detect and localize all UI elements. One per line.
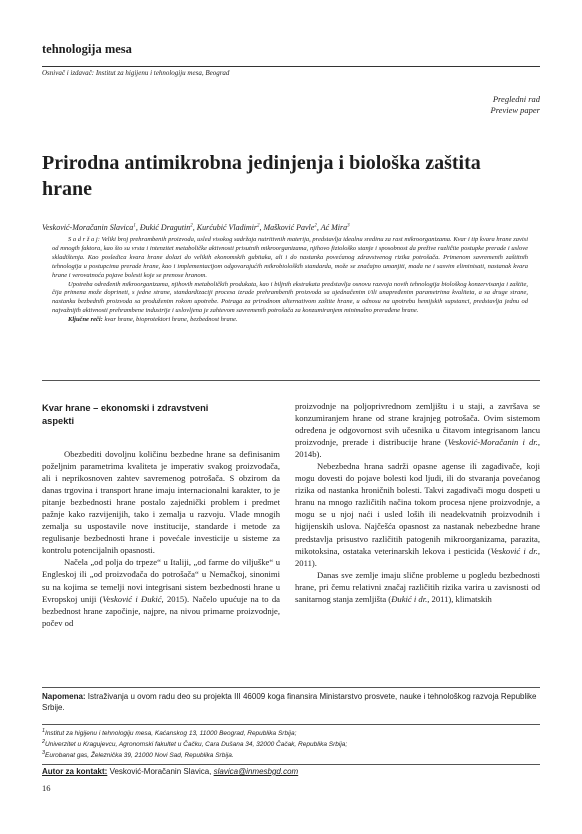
right-column (295, 400, 540, 605)
contact-label: Autor za kontakt: (42, 767, 108, 776)
paper-type-en: Preview paper (490, 105, 540, 115)
author-list: Vesković-Moračanin Slavica$^1$, Đukić Dragutin$^2$, Kurćubić Vladimir$^2$, Mašković Pavle$^2$, Ać Mira$^3$ (42, 223, 350, 232)
author-sup: 2 (190, 223, 193, 229)
citation: Đukić i dr. (391, 593, 428, 604)
affiliation: $^3$Eurobanat gas, Železnička 39, 21000 Novi Sad, Republika Srbija. (42, 750, 234, 760)
abstract-paragraph-2: Upotreba određenih mikroorganizama, njihovih metaboličkih produkata, kao i biljnih ekstrakata predstavlja osnovu razvoja novih tehnologija biološkog konzervisanja i zaštite, čija primena može doprineti, s jedne strane, standardizaciji procesa izrade prehrambenih proizvoda sa ujednačenim i/ili unapređenim parametrima kvaliteta, a sa druge strane, nastanku bezbednih proizvoda sa produženim rokom upotrebe. Potraga za prirodnom alternativom zaštite hrane, u odnosu na upotrebu hemijskih supstanci, predstavlja jednu od najvažnijih aktivnosti prehrambene industrije i uslovljena je zahtevom savremenih potrošača za konzumiranjem minimalno prerađene hrane. (52, 280, 528, 315)
affiliations-rule (42, 724, 540, 725)
paper-type-sr: Pregledni rad (492, 94, 540, 104)
contact-email-link[interactable]: slavica@inmesbgd.com (213, 767, 299, 776)
keywords-label: Ključne reči: (68, 316, 103, 324)
body-paragraph: proizvodnje na poljoprivrednom zemljištu i u staji, a završava se konzumiranjem hrane od strane krajnjeg potrošača. Ovim sistemom određena je odgovornost svih učesnika u čitavom integrisanom lancu proizvodnje, prerade i distribucije hrane (Vesković-Moračanin i dr., 2014b). (295, 401, 540, 460)
note-label: Napomena: (42, 692, 86, 701)
article-title: Prirodna antimikrobna jedinjenja i biološka zaštita hrane (42, 152, 481, 200)
left-column (42, 400, 280, 629)
contact-rule (42, 764, 540, 765)
author: Đukić Dragutin (139, 223, 191, 232)
affiliation: $^1$Institut za higijenu i tehnologiju mesa, Kaćanskog 13, 11000 Beograd, Republika Srbija; (42, 728, 297, 738)
citation: Vesković i dr. (490, 545, 538, 556)
author: Kurćubić Vladimir (196, 223, 257, 232)
author-sup: 2 (256, 223, 260, 229)
keywords: Ključne reči: kvar hrane, bioprotektori hrane, bezbednost hrane. (68, 316, 238, 324)
note-rule (42, 687, 540, 688)
author-sup: 2 (314, 223, 317, 229)
abstract-rule (42, 380, 540, 381)
funding-note: Napomena: Istraživanja u ovom radu deo su projekta III 46009 koga finansira Ministarstvo prosvete, nauke i tehnološkog razvoja Republike Srbije. (42, 692, 537, 712)
body-paragraph: Načela „od polja do trpeze“ u Italiji, „od farme do viljuške“ u Engleskoj ili „od proizvođača do potrošača“ u Nemačkoj, sinonimi su na kojima se temelji novi integrisani sistem bezbednosti hrane u Evropskoj uniji (Vesković i Đukić, 2015). Načelo upućuje na to da bezbednost hrane započinje, najpre, na nivou primarne proizvodnje, počev od (42, 557, 280, 628)
abstract-paragraph-1: S a d r ž a j: Veliki broj prehrambenih proizvoda, usled visokog sadržaja nutritivnih materija, predstavlja idealnu sredinu za rast mikroorganizama. Kvar i tip kvara hrane zavisi od mnogih faktora, kao što su vrsta i intenzitet metaboličke aktivnosti prisutnih mikroorganizama, njihovo fiziološko stanje i sposobnost da prežive različite postupke prerade i uslove skladištenja. Kao posledica kvara hrane dolazi do velikih ekonomskih gubitaka, ali i do nastanka povećanog zdravstvenog rizika potrošača. Primenom savremenih zaštitnih tehnologija u postupcima prerade hrane, kao i implementacijom odgovarajućih mikrobioloških standarda, može se značajno umanjiti, mada ne i sasvim eliminisati, nastanak kvara hrane i verovatnoća pojave bolesti koje se prenose hranom. (52, 236, 528, 279)
author: Mašković Pavle (263, 223, 315, 232)
journal-title: tehnologija mesa (42, 42, 132, 56)
paper-type (491, 94, 541, 116)
citation: Vesković-Moračanin i dr. (447, 437, 538, 448)
header-rule (42, 66, 540, 67)
contact-line: Autor za kontakt: Vesković-Moračanin Slavica, slavica@inmesbgd.com (42, 767, 299, 776)
body-paragraph: Nebezbedna hrana sadrži opasne agense ili zagađivače, koji mogu dovesti do pojave bolesti kod ljudi, ili do stvaranja povećanog rizika od nastanka hroničnih bolesti. Takvi zagađivači mogu dospeti u hranu na mnogo različitih načina tokom procesa njene proizvodnje, a mogu se u njoj naći i usled loših ili neadekvatnih proizvodnih i higijenskih uslova. Najčešća opasnost za nastanak nebezbedne hrane predstavlja prisustvo različitih patogenih mikroorganizama, parazita, mikotoksina, ostataka veterinarskih lekova i pesticida (Vesković i dr., 2011). (295, 461, 541, 568)
author-sup: 3 (347, 223, 350, 229)
founder-line: Osnivač i izdavač: Institut za higijenu i tehnologiju mesa, Beograd (42, 69, 230, 77)
abstract (52, 236, 528, 325)
affiliation: $^2$Univerzitet u Kragujevcu, Agronomski fakultet u Čačku, Cara Dušana 34, 32000 Čačak, Republika Srbija; (42, 739, 348, 749)
affiliations (42, 727, 347, 760)
author: Ać Mira (320, 223, 348, 232)
body-paragraph: Obezbediti dovoljnu količinu bezbedne hrane sa definisanim poželjnim parametrima kvaliteta je imperativ svakog proizvođača, ali i neprikosnoven zahtev savremenog potrošača. S obzirom da danas trgovina i transport hrane imaju internacionalni karakter, to je pitanje bezbednosti hrane postalo zajednički problem i predmet pažnje kako razvijenijih, tako i zemalja u razvoju. Vlade mnogih zemalja su uspostavile nove institucije, standarde i metode za regulisanje bezbednosti hrane i povećale investicije u sisteme za kontrolu potencijalnih opasnosti. (42, 449, 280, 556)
author-sup: 1 (133, 223, 136, 229)
abstract-label: S a d r ž a j: (68, 236, 100, 243)
author: Vesković-Moračanin Slavica (42, 223, 134, 232)
section-heading: Kvar hrane – ekonomski i zdravstveni aspekti (42, 403, 209, 426)
body-paragraph: Danas sve zemlje imaju slične probleme u pogledu bezbednosti hrane, pri čemu relativni značaj različitih rizika varira u zavisnosti od sanitarnog stanja zemljišta (Đukić i dr., 2011), klimatskih (295, 569, 540, 604)
page-number: 16 (42, 783, 51, 793)
citation: Vesković i Đukić (102, 593, 162, 604)
